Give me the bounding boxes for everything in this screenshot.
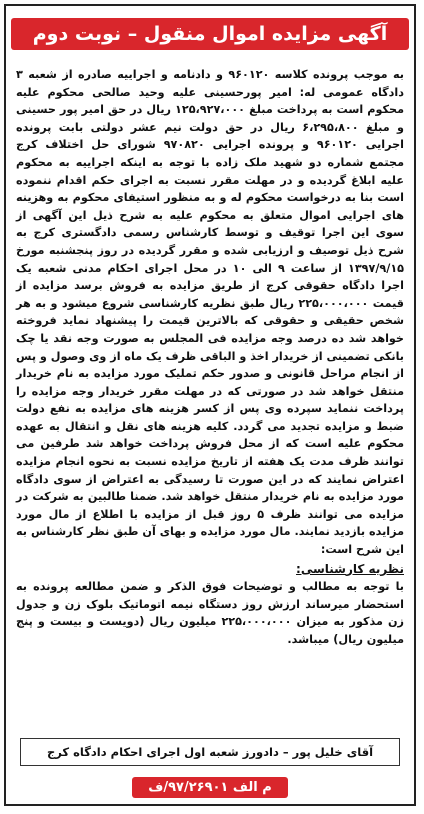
expert-opinion-title: نظریه کارشناسی: (296, 561, 404, 576)
reference-code: م الف ۹۷/۲۶۹۰۱/ف (132, 777, 288, 798)
notice-title: آگهی مزایده اموال منقول – نوبت دوم (11, 18, 410, 50)
notice-frame (4, 4, 416, 806)
header (6, 6, 414, 62)
signature-box (20, 738, 400, 766)
expert-opinion-text: با توجه به مطالب و توضیحات فوق الذکر و ضمن مطالعه پرونده به استحضار میرساند ارزش روز دستگاه نیمه اتوماتیک بلوک زن و جدول زن مذکور به میزان ۲۲۵،۰۰۰،۰۰۰ میلیون ریال (دویست و بیست و پنج میلیون ریال) میباشد. (16, 580, 404, 646)
notice-body (16, 66, 404, 649)
reference-bar (6, 772, 414, 802)
notice-paragraph: به موجب پرونده کلاسه ۹۶۰۱۲۰ و دادنامه و اجراییه صادره از شعبه ۳ دادگاه عمومی له: امیر پورحسینی علیه وحید صالحی محکوم علیه محکوم است به پرداخت مبلغ ۱۲۵،۹۲۷،۰۰۰ ریال در حق امیر پور حسینی و مبلغ ۶،۲۹۵،۸۰۰ ریال در حق دولت نیم عشر دولتی بابت پرونده اجرایی ۹۶۰۱۲۰ و پرونده اجرایی ۹۷۰۸۲۰ شورای حل اختلاف کرج مجتمع شماره دو شهید ملک زاده با توجه به اینکه اجراییه به محکوم علیه ابلاغ گردیده و در مهلت مقرر نسبت به اجرای حکم اقدام ننموده است بنا به درخواست محکوم له و به منظور استیفای محکوم به وهزینه های اجرایی اموال متعلق به محکوم علیه به شرح ذیل این آگهی از سوی این اجرا توقیف و توسط کارشناس رسمی دادگستری کرج به شرح ذیل توصیف و ارزیابی شده و مقرر گردیده در روز پنجشنبه مورخ ۱۳۹۷/۹/۱۵ از ساعت ۹ الی ۱۰ در محل اجرای احکام مدنی شعبه یک اجرا دادگاه حقوقی کرج از طریق مزایده به فروش برسد مزایده از قیمت ۲۲۵،۰۰۰،۰۰۰ ریال طبق نظریه کارشناسی شروع میشود و به هر شخص حقیقی و حقوقی که بالاترین قیمت را پیشنهاد نماید فروخته خواهد شد ده درصد وجه مزایده فی المجلس به صورت وجه نقد یا چک بانکی تضمینی از خریدار اخذ و الباقی ظرف یک ماه از وی وصول و پس از انجام مراحل قانونی و صدور حکم تملیک مورد مزایده به نام خریدار منتقل خواهد شد در صورتی که در مهلت مقرر خریدار وجه مزایده را پرداخت ننماید سپرده وی پس از کسر هزینه های مزایده به نفع دولت ضبط و مزایده تجدید می گردد. کلیه هزینه های نقل و انتقال به عهده محکوم علیه است که از محل فروش پرداخت خواهد شد طرفین می توانند ظرف مدت یک هفته از تاریخ مزایده نسبت به نحوه انجام مزایده اعتراض نمایند که در این صورت تا رسیدگی به اعتراض از سوی دادگاه مورد مزایده به نام خریدار منتقل خواهد شد. ضمنا طالبین به شرکت در مزایده می توانند ظرف ۵ روز قبل از مزایده با اطلاع از مال مورد مزایده بازدید نمایند. مال مورد مزایده و بهای آن طبق نظر کارشناس به این شرح است: (16, 68, 404, 557)
signature-text: آقای خلیل پور – دادورز شعبه اول اجرای احکام دادگاه کرج (46, 745, 374, 759)
